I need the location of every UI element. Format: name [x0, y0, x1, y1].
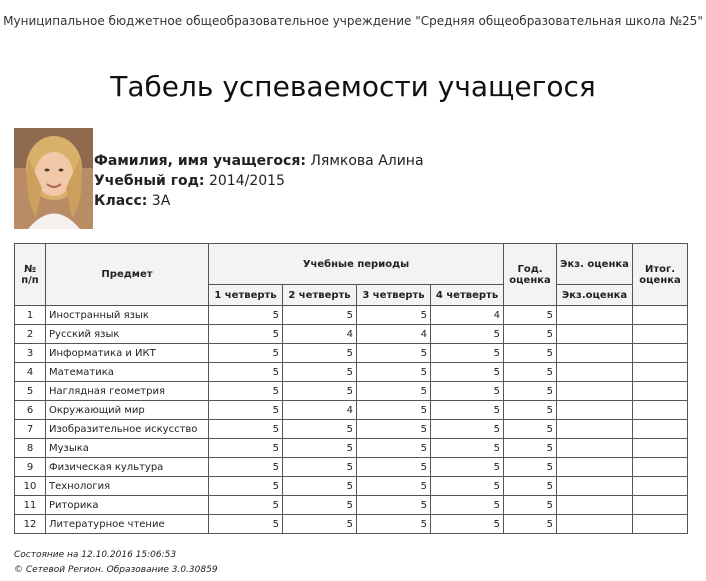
- grade-q4: 4: [431, 306, 504, 325]
- grade-q2: 5: [283, 439, 357, 458]
- grade-year: 5: [504, 325, 557, 344]
- grade-q2: 5: [283, 306, 357, 325]
- table-row: [15, 382, 688, 401]
- student-info: [94, 151, 424, 211]
- grade-exam: [557, 344, 633, 363]
- subject-name: Литературное чтение: [46, 515, 209, 534]
- grade-q1: 5: [209, 420, 283, 439]
- grade-q4: 5: [431, 325, 504, 344]
- grade-q3: 5: [357, 420, 431, 439]
- grade-q3: 5: [357, 477, 431, 496]
- grade-year: 5: [504, 401, 557, 420]
- grade-final: [633, 458, 688, 477]
- header-q1: 1 четверть: [209, 285, 283, 306]
- grade-year: 5: [504, 420, 557, 439]
- grade-exam: [557, 458, 633, 477]
- grade-year: 5: [504, 458, 557, 477]
- table-row: [15, 344, 688, 363]
- grade-exam: [557, 420, 633, 439]
- grade-q2: 4: [283, 401, 357, 420]
- grade-final: [633, 439, 688, 458]
- grade-q1: 5: [209, 344, 283, 363]
- subject-name: Окружающий мир: [46, 401, 209, 420]
- header-q3: 3 четверть: [357, 285, 431, 306]
- grade-year: 5: [504, 363, 557, 382]
- grade-q3: 5: [357, 306, 431, 325]
- row-number: 7: [15, 420, 46, 439]
- grade-q4: 5: [431, 401, 504, 420]
- grade-q2: 5: [283, 496, 357, 515]
- grade-final: [633, 306, 688, 325]
- row-number: 1: [15, 306, 46, 325]
- grade-q4: 5: [431, 344, 504, 363]
- subject-name: Математика: [46, 363, 209, 382]
- subject-name: Иностранный язык: [46, 306, 209, 325]
- grade-q1: 5: [209, 401, 283, 420]
- header-q4: 4 четверть: [431, 285, 504, 306]
- grade-q3: 5: [357, 363, 431, 382]
- header-num: № п/п: [15, 244, 46, 306]
- grade-q1: 5: [209, 515, 283, 534]
- class-label: Класс:: [94, 193, 148, 209]
- subject-name: Изобразительное искусство: [46, 420, 209, 439]
- student-name: Лямкова Алина: [310, 153, 424, 169]
- table-row: [15, 477, 688, 496]
- page-title: Табель успеваемости учащегося: [110, 70, 596, 103]
- grade-q3: 4: [357, 325, 431, 344]
- grade-final: [633, 325, 688, 344]
- grade-q2: 5: [283, 344, 357, 363]
- grade-q1: 5: [209, 439, 283, 458]
- grade-year: 5: [504, 496, 557, 515]
- grade-final: [633, 363, 688, 382]
- header-periods: Учебные периоды: [209, 244, 504, 285]
- subject-name: Физическая культура: [46, 458, 209, 477]
- grade-q4: 5: [431, 363, 504, 382]
- table-row: [15, 439, 688, 458]
- grade-final: [633, 496, 688, 515]
- grade-q4: 5: [431, 439, 504, 458]
- grade-q4: 5: [431, 420, 504, 439]
- grade-exam: [557, 325, 633, 344]
- class-value: 3А: [151, 193, 171, 209]
- grade-q1: 5: [209, 306, 283, 325]
- grade-q1: 5: [209, 325, 283, 344]
- grade-q4: 5: [431, 515, 504, 534]
- table-row: [15, 401, 688, 420]
- student-name-row: [94, 151, 424, 171]
- school-year-label: Учебный год:: [94, 173, 205, 189]
- grade-year: 5: [504, 382, 557, 401]
- grade-q3: 5: [357, 515, 431, 534]
- grade-q2: 5: [283, 382, 357, 401]
- table-row: [15, 458, 688, 477]
- subject-name: Информатика и ИКТ: [46, 344, 209, 363]
- grade-year: 5: [504, 439, 557, 458]
- school-year: 2014/2015: [208, 173, 285, 189]
- row-number: 6: [15, 401, 46, 420]
- status-timestamp: Состояние на 12.10.2016 15:06:53: [14, 550, 177, 560]
- footer: [14, 548, 218, 578]
- grade-q1: 5: [209, 496, 283, 515]
- subject-name: Русский язык: [46, 325, 209, 344]
- row-number: 2: [15, 325, 46, 344]
- table-row: [15, 515, 688, 534]
- subject-name: Наглядная геометрия: [46, 382, 209, 401]
- grade-year: 5: [504, 477, 557, 496]
- header-final-grade: Итог. оценка: [633, 244, 688, 306]
- row-number: 12: [15, 515, 46, 534]
- table-row: [15, 306, 688, 325]
- grade-final: [633, 420, 688, 439]
- table-row: [15, 363, 688, 382]
- row-number: 4: [15, 363, 46, 382]
- grade-q2: 5: [283, 477, 357, 496]
- row-number: 9: [15, 458, 46, 477]
- grade-q1: 5: [209, 477, 283, 496]
- grade-year: 5: [504, 306, 557, 325]
- header-exam-subgrade: Экз.оценка: [557, 285, 633, 306]
- grade-q2: 5: [283, 363, 357, 382]
- grade-q1: 5: [209, 382, 283, 401]
- grade-exam: [557, 439, 633, 458]
- table-row: [15, 420, 688, 439]
- grade-q3: 5: [357, 382, 431, 401]
- grade-final: [633, 382, 688, 401]
- grade-q2: 5: [283, 420, 357, 439]
- table-row: [15, 325, 688, 344]
- grade-q4: 5: [431, 496, 504, 515]
- grade-exam: [557, 477, 633, 496]
- grade-exam: [557, 363, 633, 382]
- row-number: 8: [15, 439, 46, 458]
- row-number: 3: [15, 344, 46, 363]
- header-exam-grade: Экз. оценка: [557, 244, 633, 285]
- header-q2: 2 четверть: [283, 285, 357, 306]
- grade-q3: 5: [357, 458, 431, 477]
- grade-q2: 4: [283, 325, 357, 344]
- grade-q4: 5: [431, 382, 504, 401]
- grade-exam: [557, 515, 633, 534]
- grade-q4: 5: [431, 477, 504, 496]
- grade-final: [633, 344, 688, 363]
- grade-final: [633, 477, 688, 496]
- grades-table: [14, 243, 688, 534]
- grade-final: [633, 401, 688, 420]
- header-year-grade: Год. оценка: [504, 244, 557, 306]
- grade-q3: 5: [357, 401, 431, 420]
- subject-name: Технология: [46, 477, 209, 496]
- student-name-label: Фамилия, имя учащегося:: [94, 153, 306, 169]
- class-row: [94, 191, 424, 211]
- grade-q3: 5: [357, 344, 431, 363]
- subject-name: Риторика: [46, 496, 209, 515]
- grade-q1: 5: [209, 458, 283, 477]
- grade-final: [633, 515, 688, 534]
- row-number: 11: [15, 496, 46, 515]
- grade-q3: 5: [357, 439, 431, 458]
- grade-q3: 5: [357, 496, 431, 515]
- student-photo: [14, 128, 93, 229]
- grade-year: 5: [504, 344, 557, 363]
- grade-exam: [557, 496, 633, 515]
- grade-q1: 5: [209, 363, 283, 382]
- subject-name: Музыка: [46, 439, 209, 458]
- table-row: [15, 496, 688, 515]
- grade-year: 5: [504, 515, 557, 534]
- grade-q2: 5: [283, 458, 357, 477]
- header-subject: Предмет: [46, 244, 209, 306]
- row-number: 10: [15, 477, 46, 496]
- copyright: © Сетевой Регион. Образование 3.0.30859: [14, 565, 218, 575]
- grade-exam: [557, 401, 633, 420]
- school-year-row: [94, 171, 424, 191]
- organization-name: Муниципальное бюджетное общеобразовательное учреждение "Средняя общеобразовательная школа №25": [3, 14, 703, 28]
- grade-q2: 5: [283, 515, 357, 534]
- grade-exam: [557, 382, 633, 401]
- grade-exam: [557, 306, 633, 325]
- row-number: 5: [15, 382, 46, 401]
- grade-q4: 5: [431, 458, 504, 477]
